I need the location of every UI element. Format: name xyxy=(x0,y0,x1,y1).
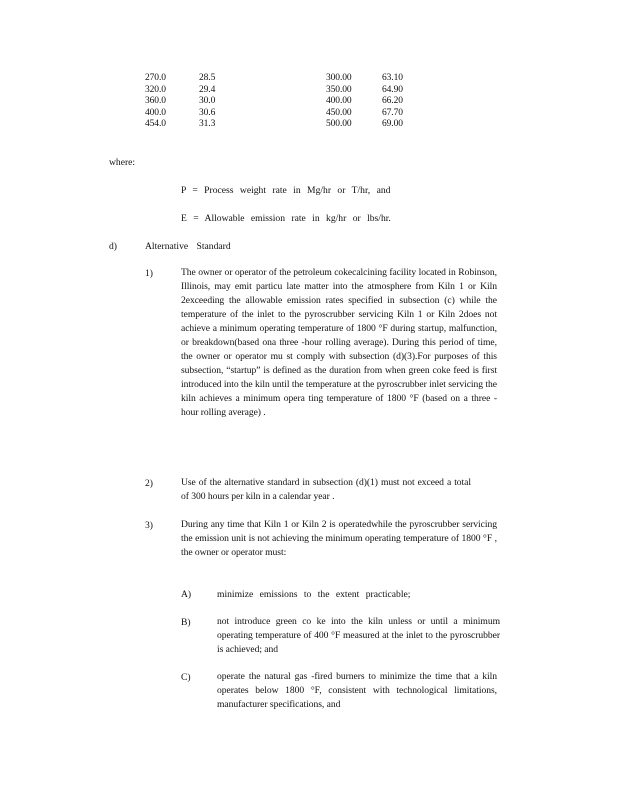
item-text: During any time that Kiln 1 or Kiln 2 is operatedwhile the pyroscrubber servicing the emission unit is not achieving the minimum operating temperature of 1800 °F , the owner or operator must: xyxy=(181,519,497,558)
table-cell: 66.20 xyxy=(382,96,403,107)
item-text: The owner or operator of the petroleum cokecalcining facility located in Robinson, Illinois, may emit particu late matter into the atmosphere from Kiln 1 or Kiln 2exceeding the allowable emission rates specified in subsection (c) while the temperature of the inlet to the pyroscrubber servicing Kiln 1 or Kiln 2does not achieve a minimum operating temperature of 1800 °F during startup, malfunction, or breakdown(based ona three -hour rolling average). During this period of time, the owner or operator mu st comply with subsection (d)(3).For purposes of this subsection, “startup” is defined as the duration from when green coke feed is first introduced into the kiln until the temperature at the pyroscrubber inlet servicing the kiln achieves a minimum opera ting temperature of 1800 °F (based on a three - hour rolling average) . xyxy=(181,267,497,418)
table-cell: 350.00 xyxy=(326,84,352,95)
definition-p: P = Process weight rate in Mg/hr or T/hr, and xyxy=(181,185,391,196)
subitem-label: A) xyxy=(181,589,192,600)
table-cell: 64.90 xyxy=(382,84,403,95)
table-cell: 360.0 xyxy=(145,96,166,107)
definition-e: E = Allowable emission rate in kg/hr or lbs/hr. xyxy=(181,213,391,224)
item-number: 1) xyxy=(145,268,153,279)
table-cell: 454.0 xyxy=(145,119,166,130)
table-cell: 69.00 xyxy=(382,119,403,130)
item-number: 3) xyxy=(145,520,153,531)
table-cell: 31.3 xyxy=(199,119,216,130)
subitem-text: minimize emissions to the extent practicable; xyxy=(217,589,411,600)
table-cell: 400.00 xyxy=(326,96,352,107)
section-title: Alternative Standard xyxy=(145,241,231,252)
section-label: d) xyxy=(109,241,117,252)
table-column-2 xyxy=(199,73,215,131)
table-column-3 xyxy=(326,73,352,131)
subitem-label: C) xyxy=(181,672,191,683)
table-cell: 450.00 xyxy=(326,107,352,118)
table-cell: 67.70 xyxy=(382,107,403,118)
table-cell: 29.4 xyxy=(199,84,216,95)
table-cell: 400.0 xyxy=(145,107,166,118)
where-label: where: xyxy=(109,157,136,168)
subitem-label: B) xyxy=(181,617,191,628)
table-cell: 270.0 xyxy=(145,73,166,83)
table-column-4 xyxy=(382,73,403,131)
table-cell: 63.10 xyxy=(382,73,403,83)
table-column-1 xyxy=(145,73,166,131)
table-cell: 30.0 xyxy=(199,96,216,107)
table-cell: 320.0 xyxy=(145,84,166,95)
table-cell: 300.00 xyxy=(326,73,352,83)
subitem-text: not introduce green co ke into the kiln unless or until a minimum operating temperature of 400 °F measured at the inlet to the pyroscrubber is achieved; and xyxy=(217,616,500,655)
subitem-text: operate the natural gas -fired burners to minimize the time that a kiln operates below 1800 °F, consistent with technological limitations, manufacturer specifications, and xyxy=(217,671,497,710)
table-cell: 30.6 xyxy=(199,107,216,118)
table-cell: 28.5 xyxy=(199,73,216,83)
item-number: 2) xyxy=(145,478,153,489)
table-cell: 500.00 xyxy=(326,119,352,130)
item-text: Use of the alternative standard in subsection (d)(1) must not exceed a total of 300 hours per kiln in a calendar year . xyxy=(181,477,471,502)
